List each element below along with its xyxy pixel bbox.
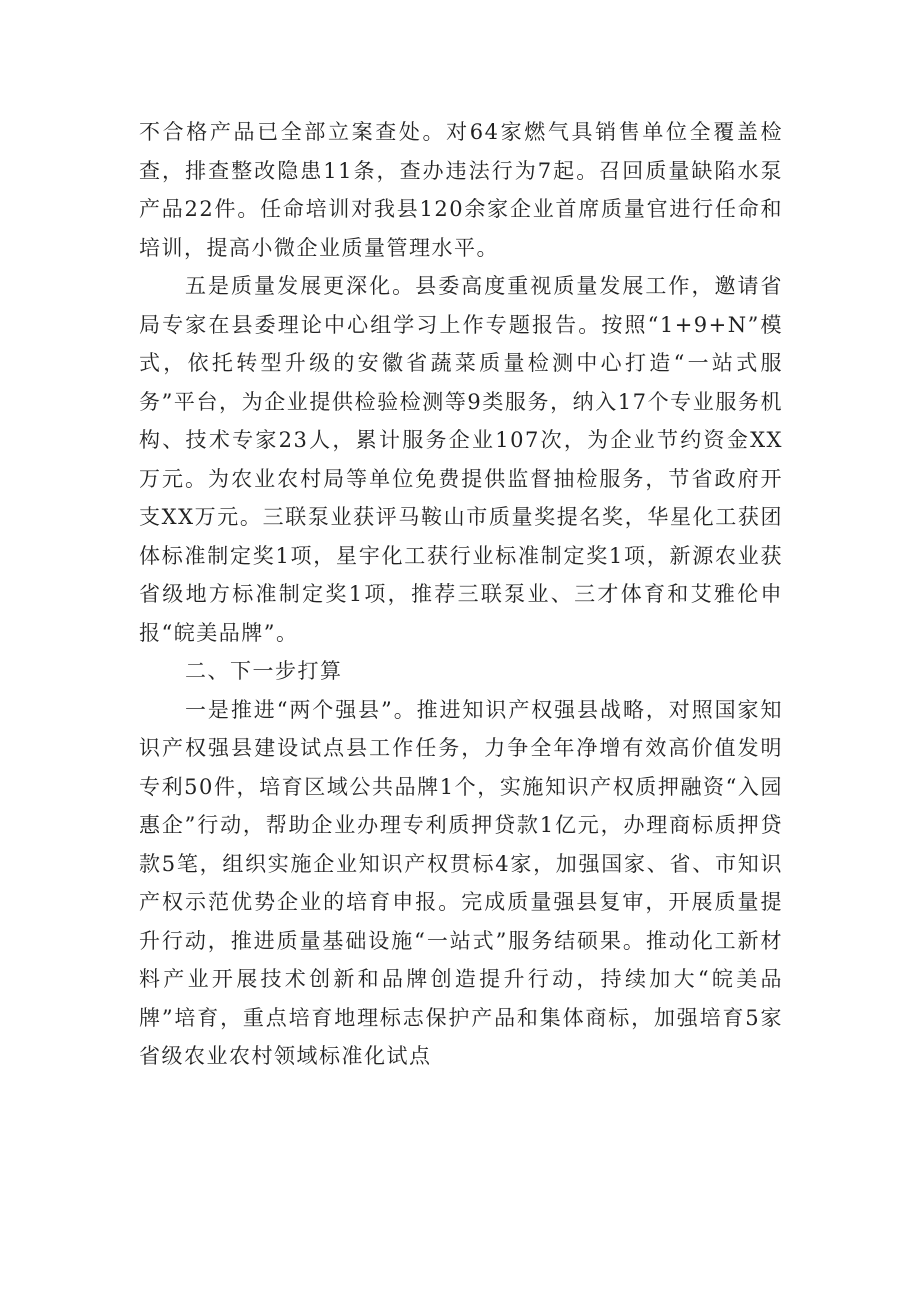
document-body <box>139 113 783 1076</box>
paragraph-quality-development: 五是质量发展更深化。县委高度重视质量发展工作，邀请省局专家在县委理论中心组学习上作专题报告。按照“1+9+N”模式，依托转型升级的安徽省蔬菜质量检测中心打造“一站式服务”平台，为企业提供检验检测等9类服务，纳入17个专业服务机构、技术专家23人，累计服务企业107次，为企业节约资金XX万元。为农业农村局等单位免费提供监督抽检服务，节省政府开支XX万元。三联泵业获评马鞍山市质量奖提名奖，华星化工获团体标准制定奖1项，星宇化工获行业标准制定奖1项，新源农业获省级地方标准制定奖1项，推荐三联泵业、三才体育和艾雅伦申报“皖美品牌”。 <box>139 274 783 645</box>
paragraph-two-strong-counties: 一是推进“两个强县”。推进知识产权强县战略，对照国家知识产权强县建设试点县工作任务，力争全年净增有效高价值发明专利50件，培育区域公共品牌1个，实施知识产权质押融资“入园惠企”行动，帮助企业办理专利质押贷款1亿元，办理商标质押贷款5笔，组织实施企业知识产权贯标4家，加强国家、省、市知识产权示范优势企业的培育申报。完成质量强县复审，开展质量提升行动，推进质量基础设施“一站式”服务结硕果。推动化工新材料产业开展技术创新和品牌创造提升行动，持续加大“皖美品牌”培育，重点培育地理标志保护产品和集体商标，加强培育5家省级农业农村领域标准化试点 <box>139 697 783 1068</box>
paragraph-continuation: 不合格产品已全部立案查处。对64家燃气具销售单位全覆盖检查，排查整改隐患11条，查办违法行为7起。召回质量缺陷水泵产品22件。任命培训对我县120余家企业首席质量官进行任命和培训，提高小微企业质量管理水平。 <box>139 120 783 260</box>
section-heading-next-steps: 二、下一步打算 <box>185 659 343 683</box>
